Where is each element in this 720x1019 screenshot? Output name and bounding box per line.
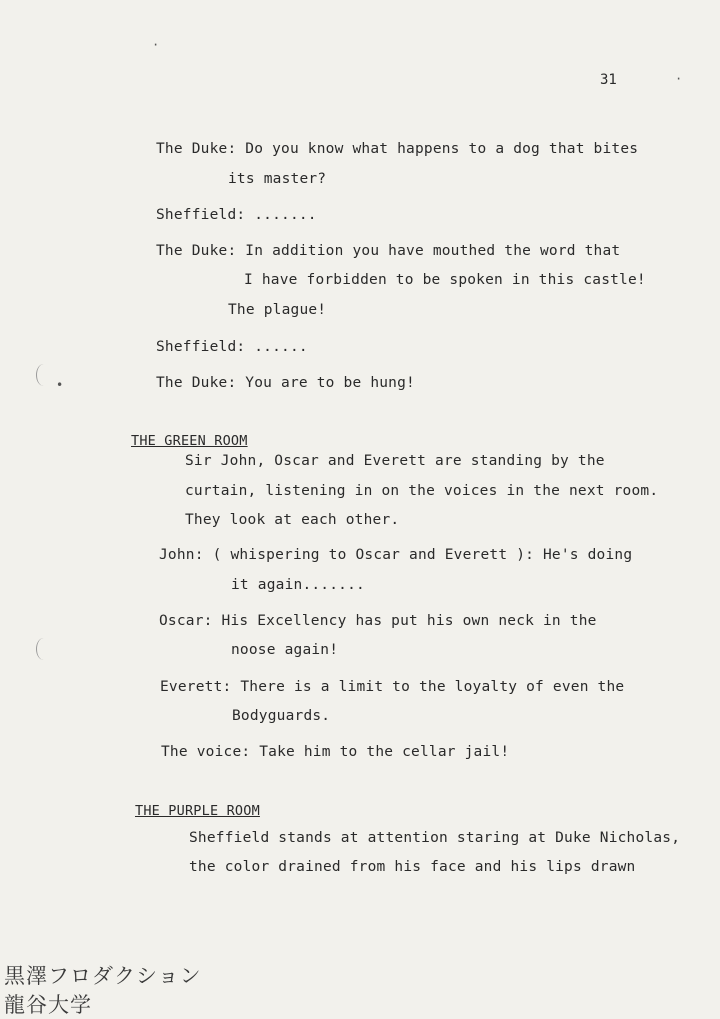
dialogue-line: Sheffield: ....... — [156, 207, 317, 223]
speck-mark: · — [152, 38, 160, 52]
stage-direction: They look at each other. — [185, 512, 400, 528]
dialogue-line: The Duke: You are to be hung! — [156, 375, 415, 391]
dialogue-line: The Duke: In addition you have mouthed the word that — [156, 243, 621, 259]
punch-hole — [36, 638, 51, 660]
speck-mark: • — [56, 378, 64, 392]
scene-heading: THE PURPLE ROOM — [135, 803, 260, 819]
punch-hole — [36, 364, 51, 386]
dialogue-line: The Duke: Do you know what happens to a dog that bites — [156, 141, 639, 157]
scene-heading: THE GREEN ROOM — [131, 433, 248, 449]
watermark-line: 龍谷大学 — [4, 993, 92, 1017]
dialogue-line: The voice: Take him to the cellar jail! — [161, 744, 510, 760]
page-number: 31 — [600, 72, 617, 88]
dialogue-line: Oscar: His Excellency has put his own neck in the — [159, 613, 597, 629]
dialogue-line: it again....... — [231, 577, 365, 593]
speck-mark: · — [675, 72, 683, 86]
dialogue-line: Bodyguards. — [232, 708, 331, 724]
dialogue-line: The plague! — [228, 302, 327, 318]
dialogue-line: I have forbidden to be spoken in this castle! — [244, 272, 646, 288]
watermark-line: 黒澤フロダクション — [4, 964, 202, 988]
stage-direction: curtain, listening in on the voices in the next room. — [185, 483, 659, 499]
dialogue-line: Sheffield: ...... — [156, 339, 308, 355]
dialogue-line: John: ( whispering to Oscar and Everett ): He's doing — [159, 547, 633, 563]
dialogue-line: noose again! — [231, 642, 339, 658]
dialogue-line: Everett: There is a limit to the loyalty of even the — [160, 679, 625, 695]
stage-direction: Sir John, Oscar and Everett are standing by the — [185, 453, 605, 469]
stage-direction: Sheffield stands at attention staring at Duke Nicholas, — [189, 830, 681, 846]
dialogue-line: its master? — [228, 171, 327, 187]
stage-direction: the color drained from his face and his lips drawn — [189, 859, 636, 875]
